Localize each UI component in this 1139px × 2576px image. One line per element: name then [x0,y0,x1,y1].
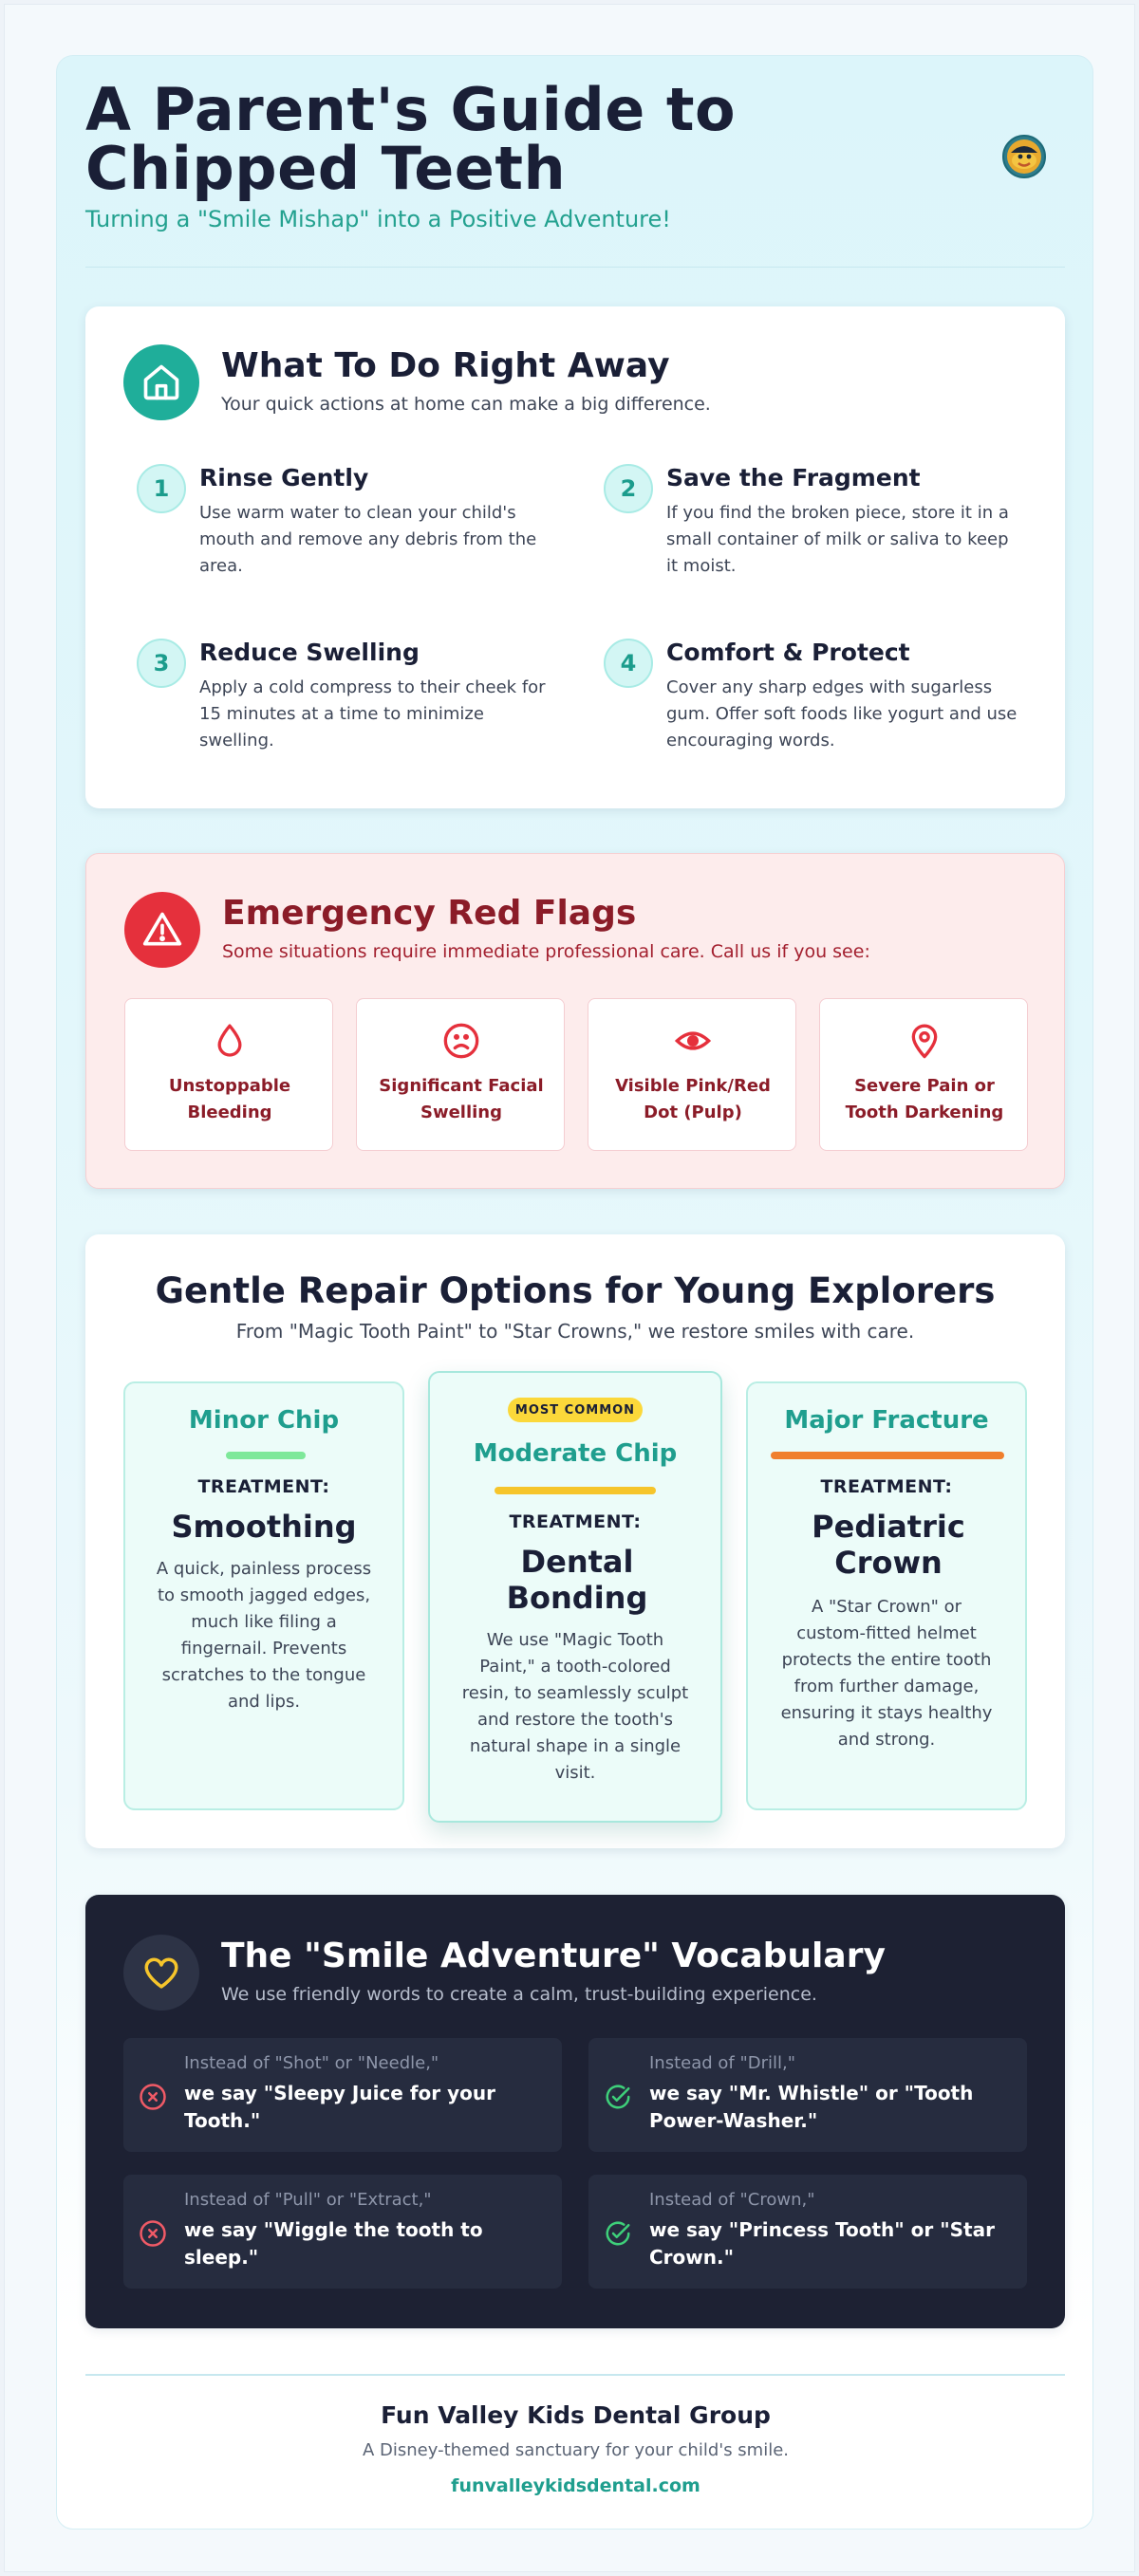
heart-icon [123,1935,199,2011]
option-moderate-chip [428,1371,722,1823]
emergency-title: Emergency Red Flags [222,894,637,933]
immediate-actions-card [85,306,1065,808]
footer-divider [85,2374,1065,2376]
step-description: If you find the broken piece, store it in a small container of milk or saliva to keep it moist. [666,503,1009,576]
location-pin-icon [906,1022,943,1060]
guide-page [56,55,1093,2530]
flag-label: Significant Facial Swelling [379,1076,544,1122]
vocab-title: The "Smile Adventure" Vocabulary [221,1937,886,1975]
check-circle-icon [604,2219,632,2248]
page-title: A Parent's Guide to Chipped Teeth [85,75,737,203]
flag-unstoppable-bleeding [124,998,333,1151]
step-description: Use warm water to clean your child's mouth and remove any debris from the area. [199,503,537,576]
flag-label: Severe Pain or Tooth Darkening [845,1076,1004,1122]
vocab-say: we say "Princess Tooth" or "Star Crown." [649,2218,995,2269]
option-name: Moderate Chip [473,1439,678,1468]
vocab-instead: Instead of "Shot" or "Needle," [184,2053,439,2073]
vocab-instead: Instead of "Drill," [649,2053,796,2073]
vocabulary-card [85,1895,1065,2328]
option-description: A quick, painless process to smooth jagged edges, much like filing a fingernail. Prevents scratches to the tongue and lips. [156,1559,372,1712]
repair-subtitle: From "Magic Tooth Paint" to "Star Crowns," we restore smiles with care. [235,1320,915,1343]
vocab-instead: Instead of "Crown," [649,2190,815,2210]
option-major-fracture [746,1381,1027,1810]
footer-tagline: A Disney-themed sanctuary for your child's smile. [362,2440,790,2460]
option-description: A "Star Crown" or custom-fitted helmet protects the entire tooth from further damage, ensuring it stays healthy and strong. [780,1597,993,1750]
emergency-card [85,853,1065,1189]
vocab-item-drill [588,2038,1027,2152]
step-title: Comfort & Protect [666,639,910,666]
treatment-method: Pediatric Crown [812,1509,965,1581]
flag-label: Unstoppable Bleeding [168,1076,291,1122]
flag-visible-pulp [588,998,796,1151]
option-name: Major Fracture [784,1406,989,1435]
step-title: Save the Fragment [666,464,921,491]
step-number: 2 [604,464,653,513]
step-number: 4 [604,639,653,688]
check-circle-icon [604,2083,632,2111]
flag-facial-swelling [356,998,565,1151]
step-number: 3 [137,639,186,688]
eye-icon [674,1022,712,1060]
vocab-instead: Instead of "Pull" or "Extract," [184,2190,432,2210]
header-divider [85,267,1065,268]
frown-face-icon [442,1022,480,1060]
vocab-say: we say "Mr. Whistle" or "Tooth Power-Washer." [649,2082,974,2132]
vocab-say: we say "Wiggle the tooth to sleep." [184,2218,483,2269]
step-title: Reduce Swelling [199,639,420,666]
pirate-duck-logo-icon [1001,134,1047,179]
step-number: 1 [137,464,186,513]
treatment-label: TREATMENT: [197,1476,330,1497]
emergency-subtitle: Some situations require immediate professional care. Call us if you see: [222,941,870,962]
severity-bar [495,1487,656,1494]
repair-options-card [85,1234,1065,1848]
severity-bar [771,1452,1004,1459]
treatment-label: TREATMENT: [820,1476,953,1497]
droplet-icon [211,1022,249,1060]
x-circle-icon [139,2219,167,2248]
x-circle-icon [139,2083,167,2111]
step-description: Apply a cold compress to their cheek for 15 minutes at a time to minimize swelling. [199,677,546,751]
vocab-item-crown [588,2175,1027,2289]
option-name: Minor Chip [188,1406,340,1435]
footer-practice-name: Fun Valley Kids Dental Group [381,2401,771,2429]
step-description: Cover any sharp edges with sugarless gum. Offer soft foods like yogurt and use encouraging words. [666,677,1018,751]
repair-title: Gentle Repair Options for Young Explorers [155,1270,996,1311]
treatment-method: Dental Bonding [506,1544,648,1616]
warning-triangle-icon [124,892,200,968]
house-icon [123,344,199,420]
option-minor-chip [123,1381,404,1810]
vocab-item-pull [123,2175,562,2289]
flag-label: Visible Pink/Red Dot (Pulp) [615,1076,771,1122]
treatment-label: TREATMENT: [509,1511,642,1532]
vocab-say: we say "Sleepy Juice for your Tooth." [184,2082,495,2132]
step-title: Rinse Gently [199,464,369,491]
most-common-badge: MOST COMMON [508,1398,643,1422]
footer-website-link[interactable]: funvalleykidsdental.com [451,2475,700,2496]
flag-severe-pain [819,998,1028,1151]
severity-bar [226,1452,306,1459]
immediate-subtitle: Your quick actions at home can make a big difference. [221,394,711,415]
page-subtitle: Turning a "Smile Mishap" into a Positive Adventure! [85,206,671,232]
page-background [4,4,1135,2572]
treatment-method: Smoothing [171,1509,357,1545]
option-description: We use "Magic Tooth Paint," a tooth-colored resin, to seamlessly sculpt and restore the tooth's natural shape in a single visit. [461,1630,689,1783]
immediate-title: What To Do Right Away [221,346,670,385]
vocab-item-shot [123,2038,562,2152]
vocab-subtitle: We use friendly words to create a calm, trust-building experience. [221,1984,817,2005]
